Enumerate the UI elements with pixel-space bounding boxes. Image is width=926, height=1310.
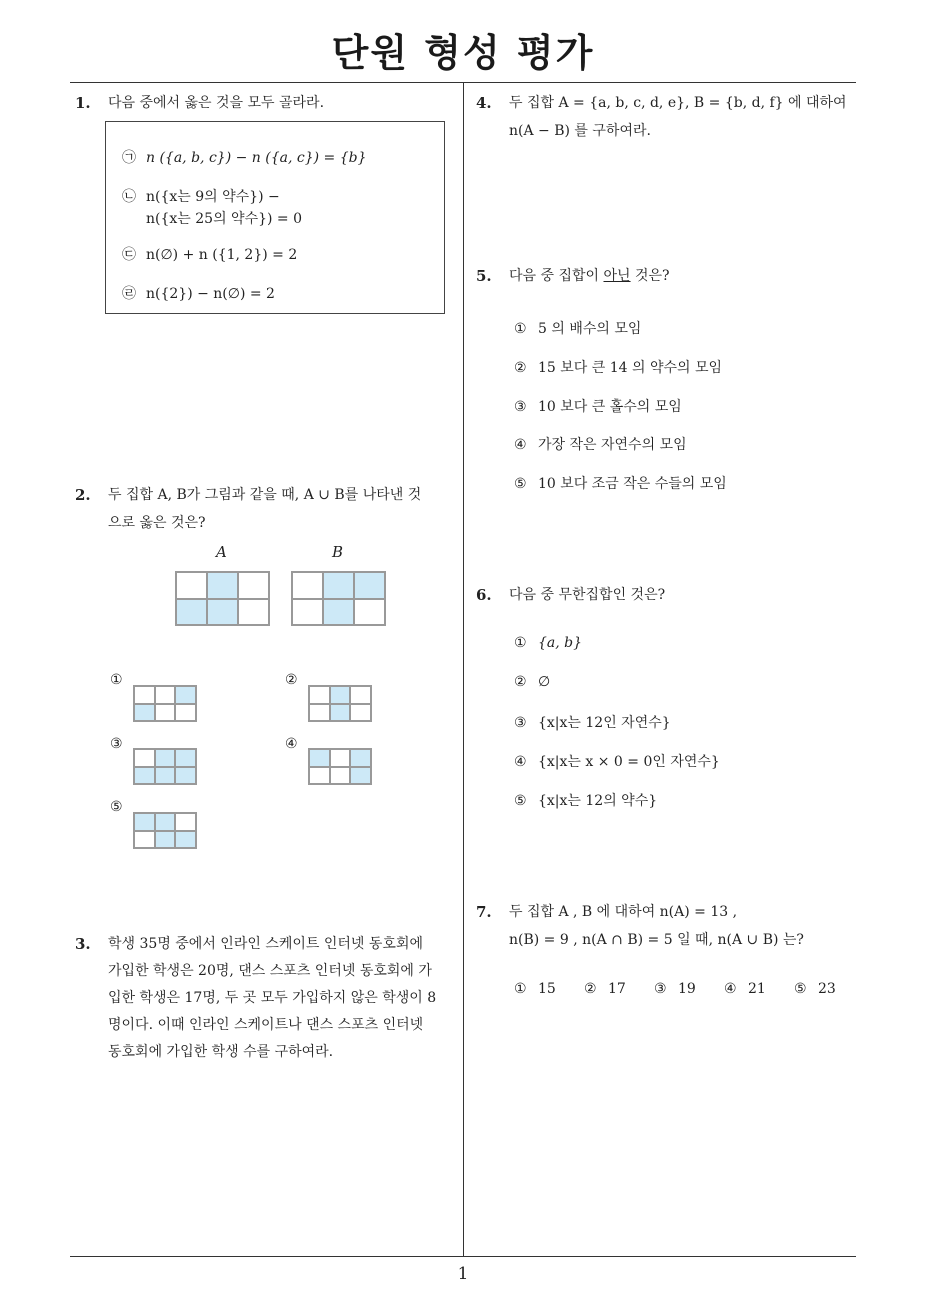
question-number: 3. bbox=[75, 935, 91, 953]
diagram-cell bbox=[175, 767, 196, 785]
option-5[interactable]: ⑤ 23 bbox=[794, 981, 836, 997]
diagram-cell bbox=[350, 767, 371, 785]
set-b-diagram bbox=[291, 571, 386, 626]
option-5[interactable]: ⑤ 10 보다 조금 작은 수들의 모임 bbox=[514, 476, 727, 492]
diagram-cell bbox=[292, 599, 323, 626]
question-text: 다음 중 집합이 아닌 것은? bbox=[509, 268, 670, 284]
page-number: 1 bbox=[457, 1264, 469, 1284]
question-text-line3: 입한 학생은 17명, 두 곳 모두 가입하지 않은 학생이 8 bbox=[108, 990, 437, 1006]
statement-d: ㉣ n({2}) − n(∅) = 2 bbox=[122, 286, 275, 302]
diagram-cell bbox=[350, 704, 371, 722]
diagram-cell bbox=[175, 704, 196, 722]
option-2-diagram[interactable] bbox=[308, 685, 372, 722]
diagram-cell bbox=[354, 599, 385, 626]
diagram-cell bbox=[134, 749, 155, 767]
question-3 bbox=[75, 931, 460, 1066]
question-text-line2: n(A − B) 를 구하여라. bbox=[509, 123, 651, 139]
diagram-cell bbox=[155, 831, 176, 849]
option-3[interactable]: ③ 19 bbox=[654, 981, 696, 997]
option-5-diagram[interactable] bbox=[133, 812, 197, 849]
question-7 bbox=[476, 898, 861, 954]
option-4[interactable]: ④ 가장 작은 자연수의 모임 bbox=[514, 437, 687, 453]
diagram-cell bbox=[175, 813, 196, 831]
diagram-cell bbox=[134, 767, 155, 785]
diagram-cell bbox=[330, 767, 351, 785]
option-3[interactable]: ③ 10 보다 큰 홀수의 모임 bbox=[514, 399, 682, 415]
diagram-cell bbox=[207, 599, 238, 626]
diagram-cell bbox=[134, 686, 155, 704]
diagram-cell bbox=[176, 572, 207, 599]
question-1 bbox=[75, 89, 460, 117]
option-4[interactable]: ④ {x|x는 x × 0 = 0인 자연수} bbox=[514, 754, 720, 770]
question-text-line2: 으로 옳은 것은? bbox=[108, 515, 206, 531]
footer-rule bbox=[70, 1256, 856, 1257]
question-4 bbox=[476, 89, 861, 145]
diagram-cell bbox=[238, 572, 269, 599]
option-1-mark[interactable]: ① bbox=[110, 672, 123, 688]
diagram-cell bbox=[175, 749, 196, 767]
question-text-line1: 두 집합 A, B가 그림과 같을 때, A ∪ B를 나타낸 것 bbox=[108, 487, 422, 503]
question-text: 다음 중에서 옳은 것을 모두 골라라. bbox=[108, 95, 325, 111]
option-5-mark[interactable]: ⑤ bbox=[110, 799, 123, 815]
option-2[interactable]: ② ∅ bbox=[514, 674, 551, 690]
diagram-cell bbox=[155, 767, 176, 785]
diagram-cell bbox=[155, 813, 176, 831]
option-3-diagram[interactable] bbox=[133, 748, 197, 785]
question-number: 1. bbox=[75, 94, 91, 112]
diagram-cell bbox=[350, 749, 371, 767]
diagram-cell bbox=[323, 572, 354, 599]
option-5[interactable]: ⑤ {x|x는 12의 약수} bbox=[514, 793, 658, 809]
option-2[interactable]: ② 17 bbox=[584, 981, 626, 997]
question-number: 2. bbox=[75, 486, 91, 504]
option-4-diagram[interactable] bbox=[308, 748, 372, 785]
diagram-cell bbox=[323, 599, 354, 626]
diagram-cell bbox=[309, 767, 330, 785]
diagram-cell bbox=[238, 599, 269, 626]
set-a-label: A bbox=[216, 543, 227, 561]
option-3-mark[interactable]: ③ bbox=[110, 736, 123, 752]
option-2-mark[interactable]: ② bbox=[285, 672, 298, 688]
option-3[interactable]: ③ {x|x는 12인 자연수} bbox=[514, 715, 671, 731]
diagram-cell bbox=[134, 813, 155, 831]
diagram-cell bbox=[155, 686, 176, 704]
diagram-cell bbox=[330, 686, 351, 704]
statement-a: ㉠ n ({a, b, c}) − n ({a, c}) = {b} bbox=[122, 150, 367, 166]
set-b-label: B bbox=[332, 543, 344, 561]
diagram-cell bbox=[330, 704, 351, 722]
question-6 bbox=[476, 581, 861, 609]
option-1[interactable]: ① {a, b} bbox=[514, 635, 583, 651]
question-text-line2: n(B) = 9 , n(A ∩ B) = 5 일 때, n(A ∪ B) 는? bbox=[509, 932, 804, 948]
option-1[interactable]: ① 15 bbox=[514, 981, 556, 997]
diagram-cell bbox=[134, 831, 155, 849]
diagram-cell bbox=[176, 599, 207, 626]
diagram-cell bbox=[309, 704, 330, 722]
statement-b: ㉡ n({x는 9의 약수}) − n({x는 25의 약수}) = 0 bbox=[122, 189, 302, 227]
diagram-cell bbox=[292, 572, 323, 599]
question-text-line1: 두 집합 A , B 에 대하여 n(A) = 13 , bbox=[509, 904, 738, 920]
option-4-mark[interactable]: ④ bbox=[285, 736, 298, 752]
question-number: 5. bbox=[476, 267, 492, 285]
set-a-diagram bbox=[175, 571, 270, 626]
column-divider bbox=[463, 83, 464, 1256]
diagram-cell bbox=[330, 749, 351, 767]
question-number: 6. bbox=[476, 586, 492, 604]
diagram-cell bbox=[309, 686, 330, 704]
option-1[interactable]: ① 5 의 배수의 모임 bbox=[514, 321, 642, 337]
diagram-cell bbox=[175, 831, 196, 849]
diagram-cell bbox=[134, 704, 155, 722]
option-1-diagram[interactable] bbox=[133, 685, 197, 722]
question-text-line2: 가입한 학생은 20명, 댄스 스포츠 인터넷 동호회에 가 bbox=[108, 963, 432, 979]
question-5 bbox=[476, 262, 861, 290]
question-2 bbox=[75, 481, 460, 537]
question-number: 7. bbox=[476, 903, 492, 921]
question-text: 다음 중 무한집합인 것은? bbox=[509, 587, 666, 603]
question-number: 4. bbox=[476, 94, 492, 112]
page-title: 단원 형성 평가 bbox=[331, 31, 595, 75]
option-2[interactable]: ② 15 보다 큰 14 의 약수의 모임 bbox=[514, 360, 723, 376]
statement-c: ㉢ n(∅) + n ({1, 2}) = 2 bbox=[122, 247, 298, 263]
statement-box bbox=[105, 121, 445, 314]
question-text-line1: 두 집합 A = {a, b, c, d, e}, B = {b, d, f} 에 대하여 bbox=[509, 95, 847, 111]
question-text-line4: 명이다. 이때 인라인 스케이트나 댄스 스포츠 인터넷 bbox=[108, 1017, 424, 1033]
question-text-line5: 동호회에 가입한 학생 수를 구하여라. bbox=[108, 1044, 334, 1060]
question-text-line1: 학생 35명 중에서 인라인 스케이트 인터넷 동호회에 bbox=[108, 936, 423, 952]
diagram-cell bbox=[155, 704, 176, 722]
diagram-cell bbox=[354, 572, 385, 599]
option-4[interactable]: ④ 21 bbox=[724, 981, 766, 997]
diagram-cell bbox=[309, 749, 330, 767]
diagram-cell bbox=[207, 572, 238, 599]
diagram-cell bbox=[350, 686, 371, 704]
diagram-cell bbox=[175, 686, 196, 704]
diagram-cell bbox=[155, 749, 176, 767]
